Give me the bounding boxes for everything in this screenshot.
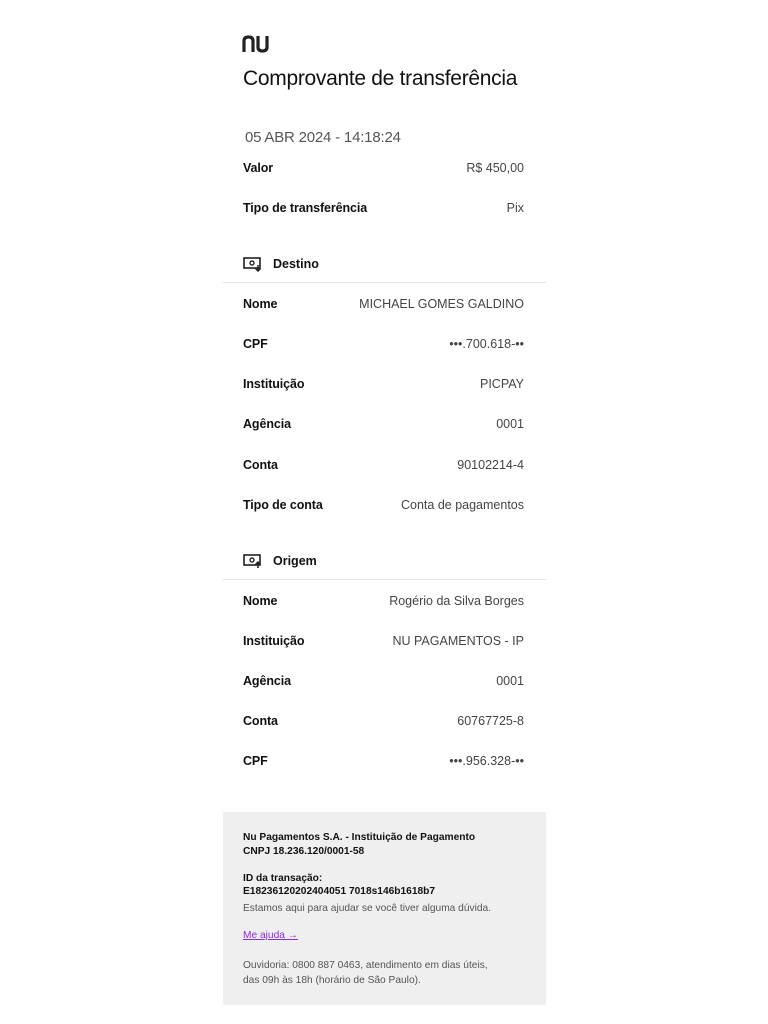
- transaction-id: E18236120202404051 7018s146b1618b7: [243, 886, 436, 897]
- row-value: MICHAEL GOMES GALDINO: [359, 297, 524, 311]
- transaction-id-label: ID da transação:: [243, 873, 323, 884]
- destino-row-conta: [243, 456, 524, 474]
- svg-text:nu: nu: [242, 34, 244, 35]
- row-value: 90102214-4: [457, 458, 524, 472]
- summary-row-valor: [243, 159, 524, 177]
- destino-row-cpf: [243, 335, 524, 353]
- origem-row-conta: [243, 712, 524, 730]
- row-label: Instituição: [243, 634, 305, 648]
- row-value: Rogério da Silva Borges: [389, 594, 524, 608]
- receipt-footer: [223, 812, 546, 1005]
- destino-row-agencia: [243, 415, 524, 433]
- divider: [223, 579, 546, 580]
- company-cnpj: CNPJ 18.236.120/0001-58: [243, 846, 365, 857]
- row-value: R$ 450,00: [466, 161, 524, 175]
- page-title: Comprovante de transferência: [243, 67, 518, 90]
- ombudsman-line-2: das 09h às 18h (horário de São Paulo).: [243, 975, 421, 986]
- row-value: •••.956.328-••: [449, 754, 524, 768]
- origem-row-instituicao: [243, 632, 524, 650]
- ombudsman-line-1: Ouvidoria: 0800 887 0463, atendimento em dias úteis,: [243, 960, 488, 971]
- row-label: Tipo de transferência: [243, 201, 368, 215]
- company-name: Nu Pagamentos S.A. - Instituição de Pagamento: [243, 832, 476, 843]
- section-title: Origem: [273, 554, 317, 568]
- divider: [223, 282, 546, 283]
- row-label: Valor: [243, 161, 274, 175]
- origin-icon: [243, 553, 263, 569]
- row-label: Agência: [243, 674, 291, 688]
- row-value: •••.700.618-••: [449, 337, 524, 351]
- row-label: Nome: [243, 594, 278, 608]
- destino-row-tipo-conta: [243, 496, 524, 514]
- row-label: Conta: [243, 714, 278, 728]
- row-value: 0001: [496, 417, 524, 431]
- row-value: 60767725-8: [457, 714, 524, 728]
- destination-icon: [243, 256, 263, 272]
- origem-row-agencia: [243, 672, 524, 690]
- row-value: Pix: [506, 201, 524, 215]
- row-label: Agência: [243, 417, 291, 431]
- nubank-logo: [242, 34, 278, 54]
- row-label: Nome: [243, 297, 278, 311]
- section-destino-header: [243, 254, 319, 274]
- transfer-datetime: 05 ABR 2024 - 14:18:24: [245, 129, 401, 146]
- summary-row-tipo: [243, 199, 524, 217]
- row-label: CPF: [243, 754, 268, 768]
- row-value: 0001: [496, 674, 524, 688]
- row-value: Conta de pagamentos: [400, 498, 524, 512]
- section-origem-header: [243, 551, 317, 571]
- origem-row-nome: [243, 592, 524, 610]
- row-label: Conta: [243, 458, 278, 472]
- help-link-wrap: [243, 929, 533, 943]
- row-value: NU PAGAMENTOS - IP: [392, 634, 524, 648]
- row-label: Tipo de conta: [243, 498, 323, 512]
- section-title: Destino: [273, 257, 319, 271]
- origem-row-cpf: [243, 752, 524, 770]
- row-value: PICPAY: [480, 377, 524, 391]
- help-text: Estamos aqui para ajudar se você tiver alguma dúvida.: [243, 903, 492, 914]
- row-label: Instituição: [243, 377, 305, 391]
- row-label: CPF: [243, 337, 268, 351]
- destino-row-instituicao: [243, 375, 524, 393]
- help-link[interactable]: Me ajuda →: [243, 930, 298, 941]
- destino-row-nome: [243, 295, 524, 313]
